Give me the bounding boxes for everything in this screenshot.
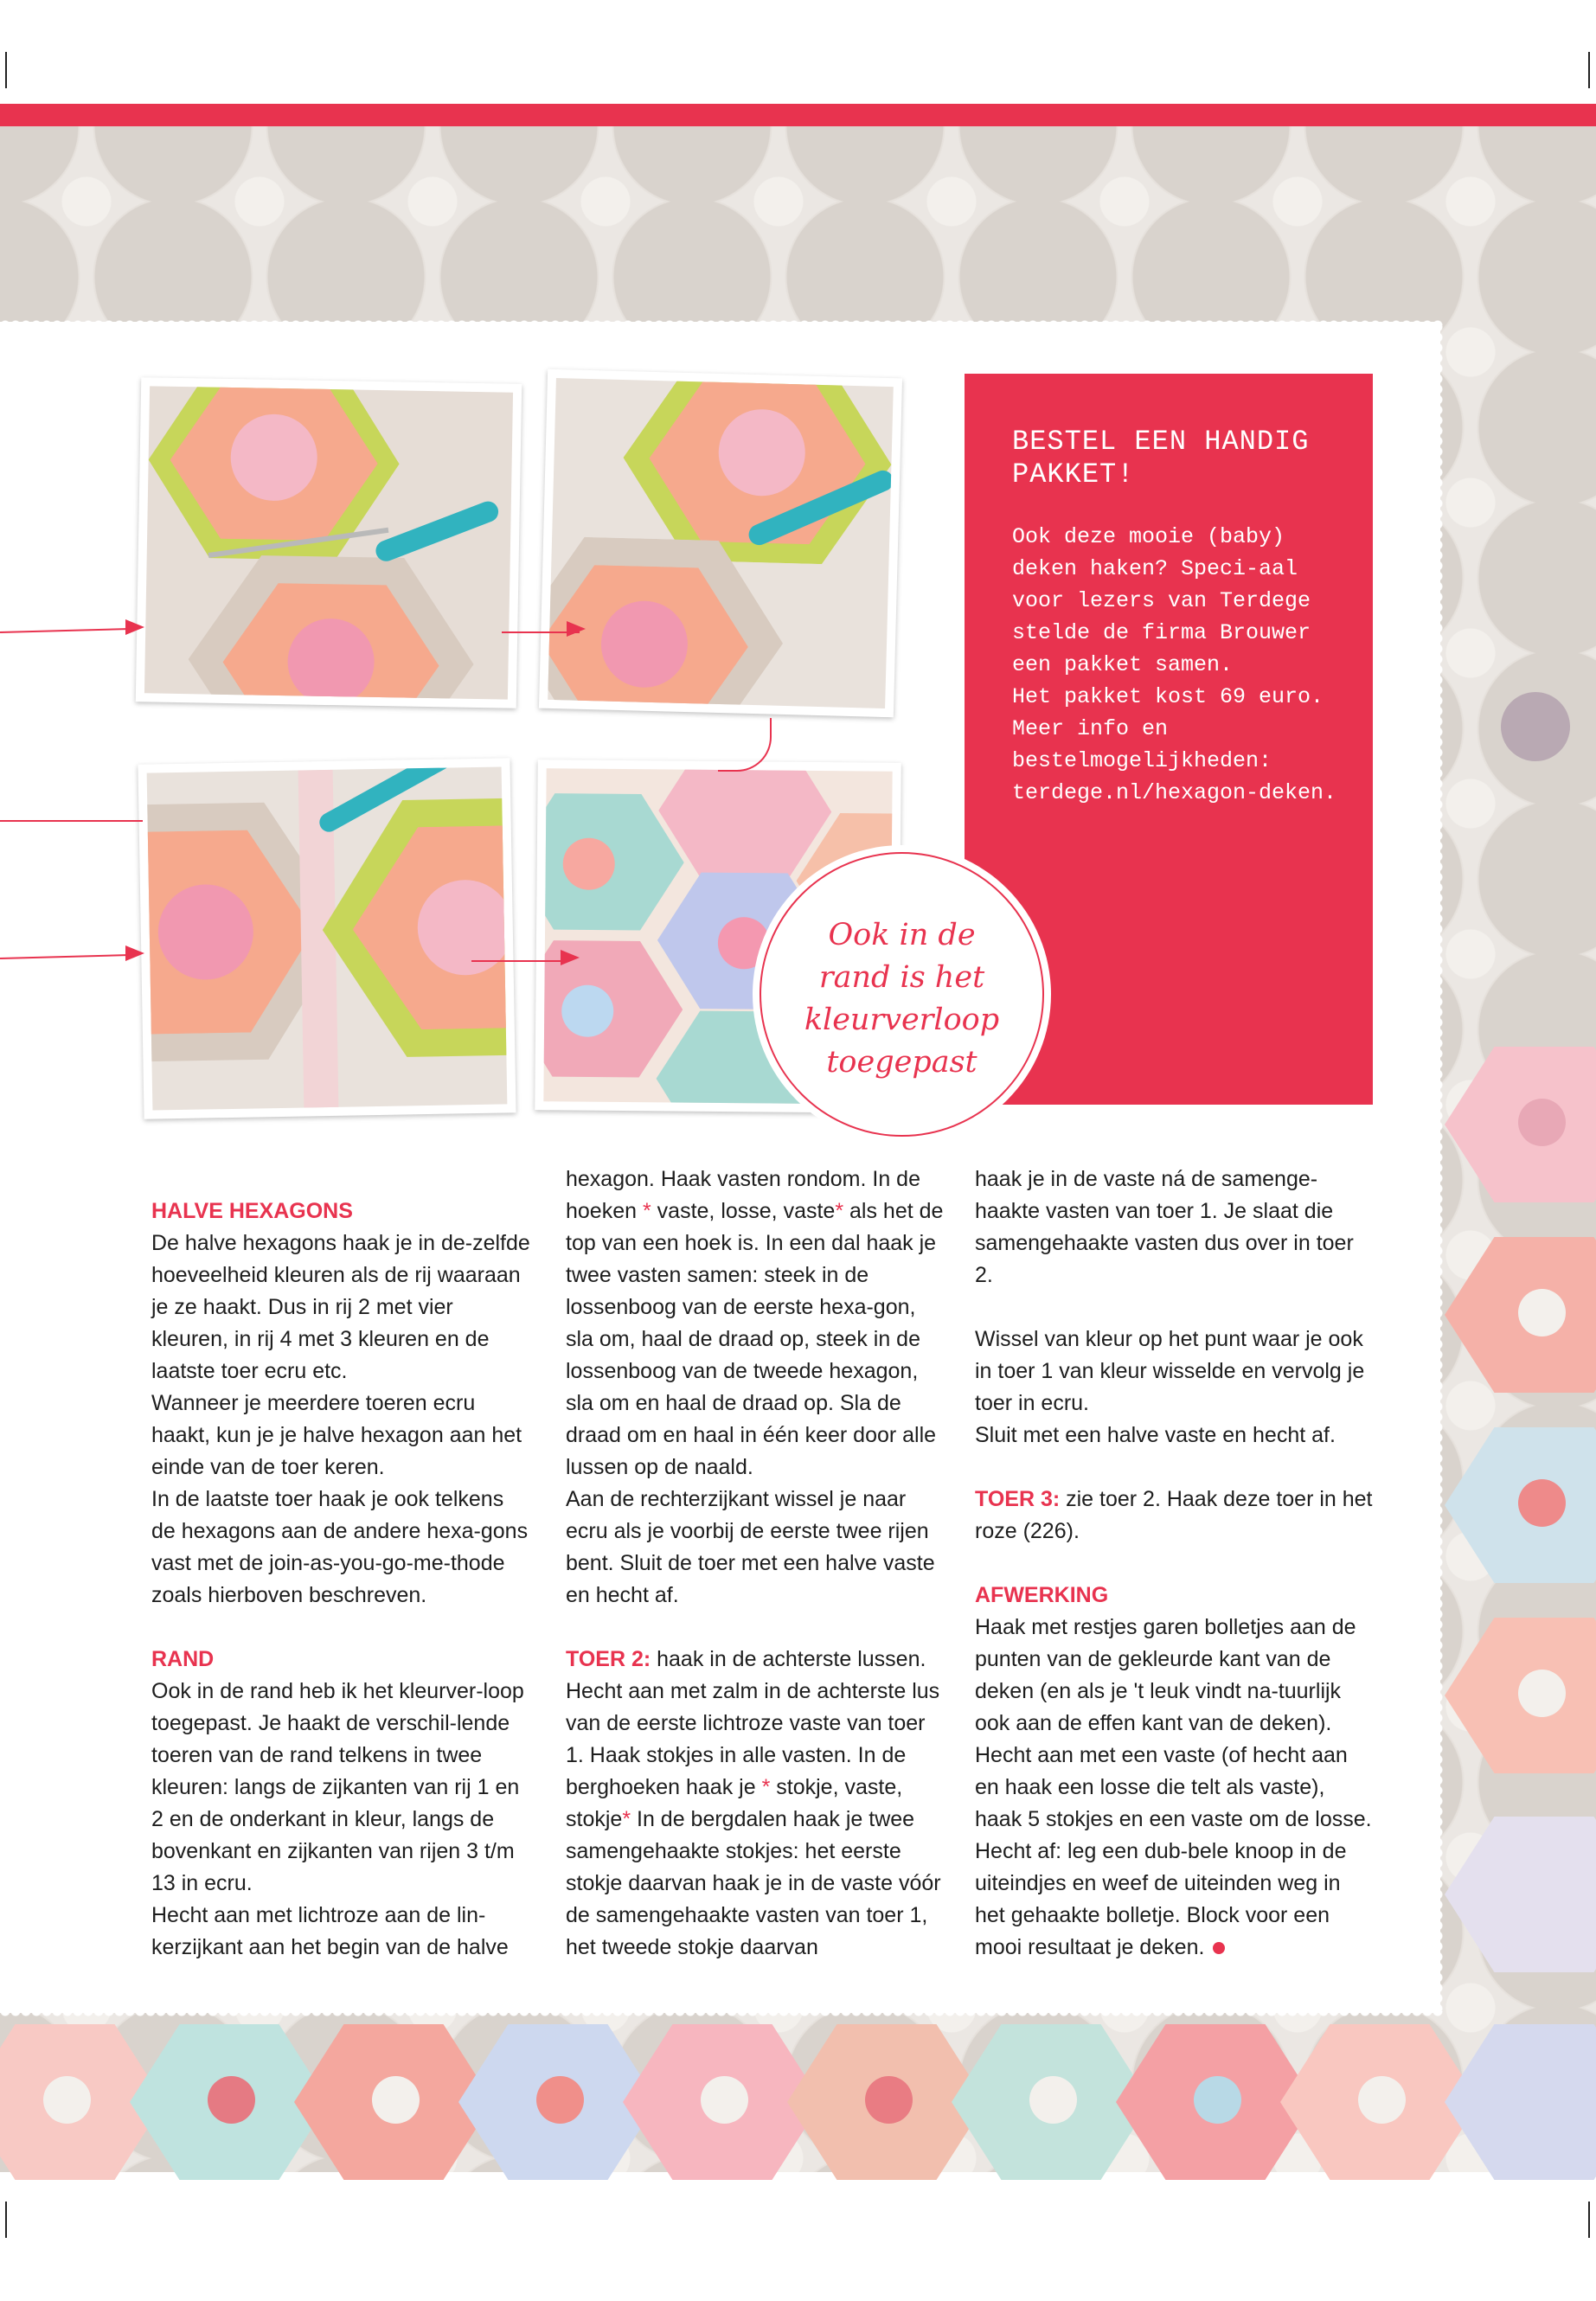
body-paragraph: De halve hexagons haak je in de-zelfde hoeveelheid kleuren als de rij waaraan je ze haakt. Dus in rij 2 met vier kleuren, in rij 4 met 3 kleuren en de laatste toer ecru etc. <box>151 1231 530 1383</box>
body-paragraph: TOER 2: haak in de achterste lussen. Hecht aan met zalm in de achterste lus van de eerste lichtroze vaste van toer 1. Haak stokjes in alle vasten. In de berghoeken haak je * stokje, vaste, stokje* In de bergdalen haak je twee samengehaakte stokjes: het eerste stokje daarvan haak je in de vaste vóór de samengehaakte vasten van toer 1, het tweede stokje daarvan <box>566 1647 941 1959</box>
section-heading: TOER 3: <box>975 1487 1061 1511</box>
section-heading: AFWERKING <box>975 1583 1109 1607</box>
body-paragraph: haak je in de vaste ná de samenge-haakte vasten van toer 1. Je slaat die samengehaakte vasten dus over in toer 2. <box>975 1167 1354 1287</box>
body-paragraph: TOER 3: zie toer 2. Haak deze toer in het roze (226). <box>975 1487 1373 1543</box>
body-paragraph: Aan de rechterzijkant wissel je naar ecru als je voorbij de eerste twee rijen bent. Sluit de toer met een halve vaste en hecht af. <box>566 1487 935 1607</box>
section-heading: RAND <box>151 1647 215 1671</box>
body-paragraph: In de laatste toer haak je ook telkens de hexagons aan de andere hexa-gons vast met de join-as-you-go-me-thode zoals hierboven beschreven. <box>151 1487 529 1607</box>
article-column-3 <box>975 1163 1373 1964</box>
section-heading: HALVE HEXAGONS <box>151 1199 353 1223</box>
body-paragraph: Wanneer je meerdere toeren ecru haakt, kun je je halve hexagon aan het einde van de toer keren. <box>151 1391 522 1479</box>
end-mark-dot <box>1213 1942 1225 1954</box>
section-heading: TOER 2: <box>566 1647 651 1671</box>
scallop-edge-right <box>1438 322 1446 2013</box>
order-package-body <box>1012 521 1358 809</box>
asterisk-symbol: * <box>642 1199 651 1223</box>
asterisk-symbol: * <box>761 1775 771 1799</box>
crop-mark-top-right <box>1588 52 1590 88</box>
article-column-1 <box>151 1195 532 1964</box>
order-package-title: BESTEL EEN HANDIG PAKKET! <box>1012 426 1310 490</box>
scallop-edge-top <box>0 317 1443 325</box>
callout-text: Ook in de rand is het kleurverloop toegepast <box>804 918 1000 1080</box>
body-paragraph: Wissel van kleur op het punt waar je ook in toer 1 van kleur wisselde en vervolg je toer in ecru. <box>975 1327 1365 1415</box>
top-accent-bar <box>0 104 1596 126</box>
crop-mark-top-left <box>5 52 7 88</box>
photo-joining-hexagon-2 <box>539 369 902 718</box>
body-paragraph: Haak met restjes garen bolletjes aan de punten van de gekleurde kant van de deken (en als je 't leuk vindt na-tuurlijk ook aan de effen kant van de deken). Hecht aan met een vaste (of hecht aan en haak een losse die telt als vaste), haak 5 stokjes en een vaste om de losse. Hecht af: leg een dub-bele knoop in de uiteindjes en weef de uiteinden weg in het gehaakte bolletje. Block voor een mooi resultaat je deken. <box>975 1615 1372 1959</box>
photo-half-hexagon <box>138 758 516 1118</box>
crop-mark-bottom-left <box>5 2202 7 2238</box>
body-paragraph: hexagon. Haak vasten rondom. In de hoeken * vaste, losse, vaste* als het de top van een hoek is. In een dal haak je twee vasten samen: steek in de lossenboog van de eerste hexa-gon, sla om, haal de draad op, steek in de lossenboog van de tweede hexagon, sla om en haal de draad op. Sla de draad om en haal in één keer door alle lussen op de naald. <box>566 1167 944 1479</box>
scallop-edge-bottom <box>0 2011 1443 2020</box>
asterisk-symbol: * <box>622 1807 631 1831</box>
photo-joining-hexagon-1 <box>136 377 522 708</box>
article-column-2 <box>566 1163 946 1964</box>
crop-mark-bottom-right <box>1588 2202 1590 2238</box>
body-paragraph: Hecht aan met lichtroze aan de lin-kerzijkant aan het begin van de halve <box>151 1903 509 1959</box>
asterisk-symbol: * <box>835 1199 844 1223</box>
body-paragraph: Ook in de rand heb ik het kleurver-loop toegepast. Je haakt de verschil-lende toeren van de rand telkens in twee kleuren: langs de zijkanten van rij 1 en 2 en de onderkant in kleur, langs de bovenkant en zijkanten van rijen 3 t/m 13 in ecru. <box>151 1679 524 1895</box>
order-package-paragraph: Ook deze mooie (baby) deken haken? Speci-aal voor lezers van Terdege stelde de firma Brouwer een pakket samen. <box>1012 524 1311 677</box>
callout-circle <box>760 852 1044 1137</box>
order-package-paragraph: Het pakket kost 69 euro. Meer info en bestelmogelijkheden: terdege.nl/hexagon-deken. <box>1012 684 1337 805</box>
body-paragraph: Sluit met een halve vaste en hecht af. <box>975 1423 1336 1447</box>
